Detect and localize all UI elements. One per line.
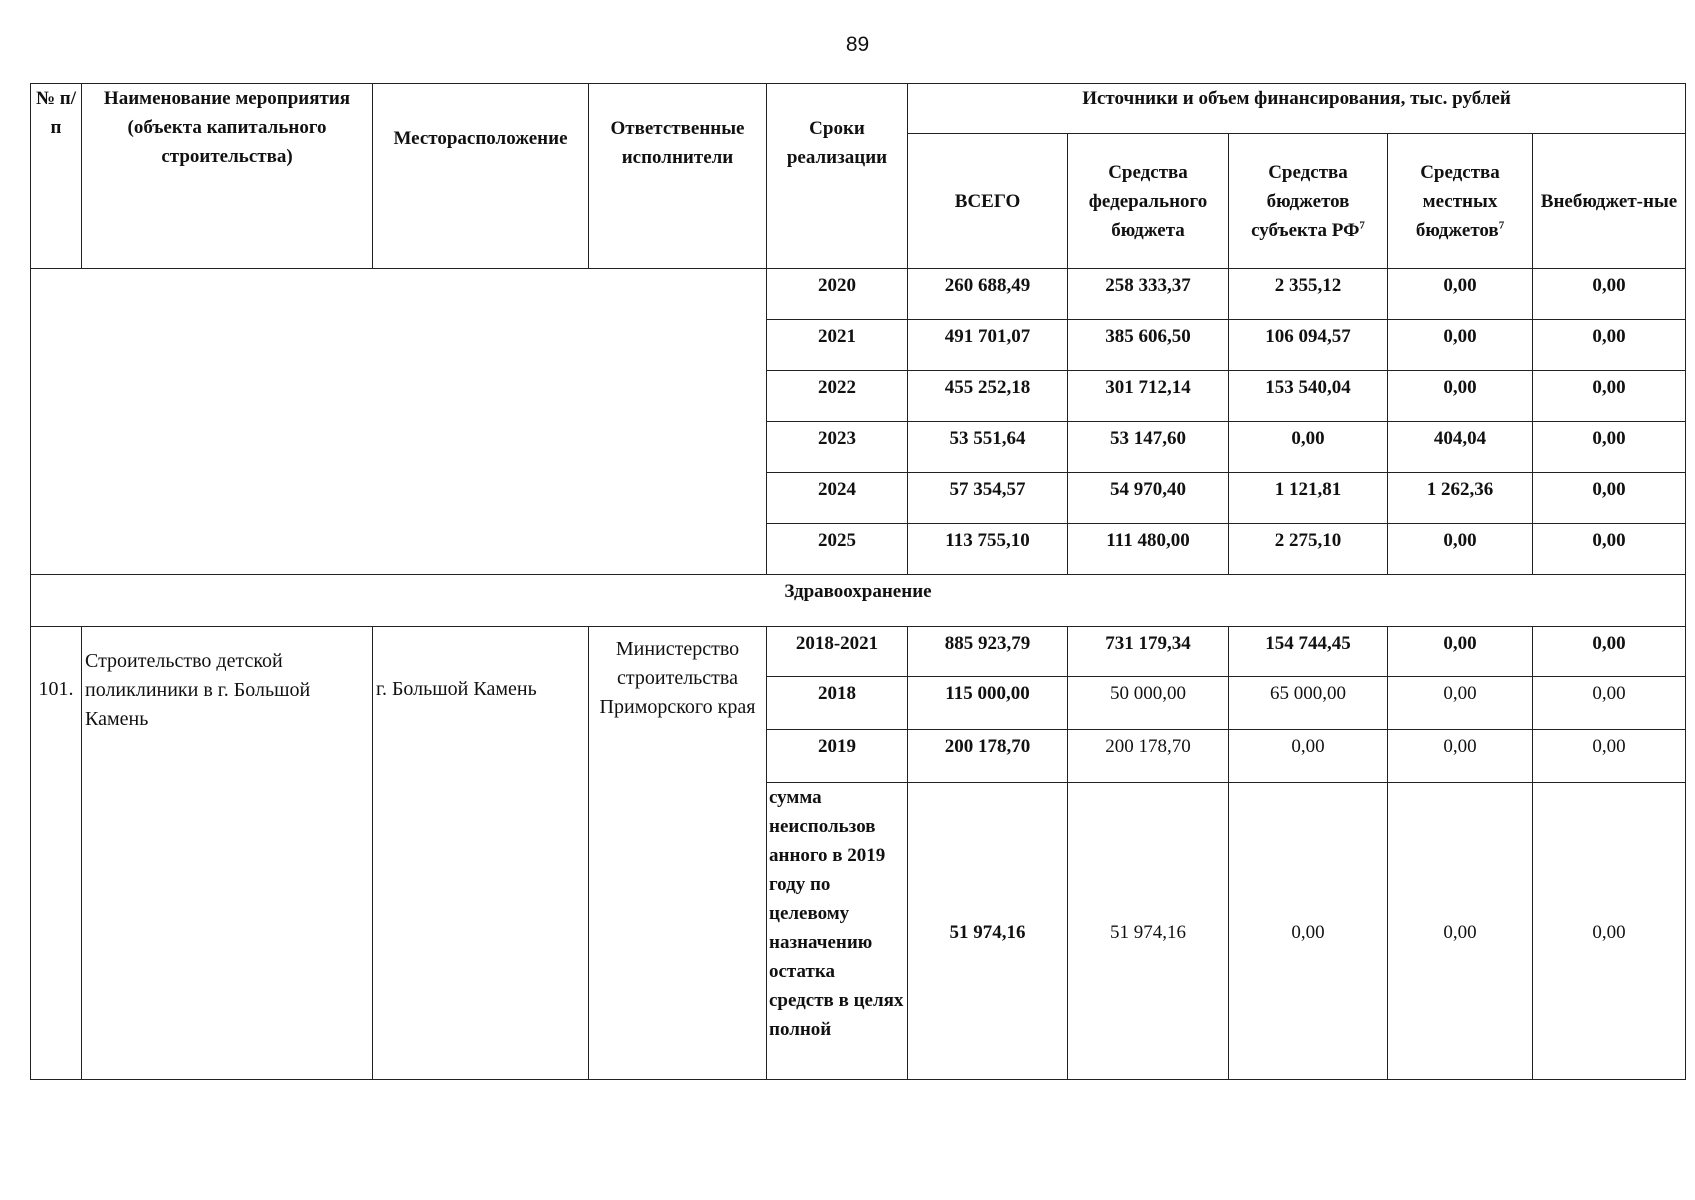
extra-cell: 0,00 [1533, 677, 1686, 730]
federal-cell: 51 974,16 [1068, 783, 1229, 1080]
extra-cell: 0,00 [1533, 422, 1686, 473]
table-row [31, 269, 1686, 320]
year-cell: 2024 [767, 473, 908, 524]
year-cell: 2019 [767, 730, 908, 783]
total-cell: 115 000,00 [908, 677, 1068, 730]
header-regional: Средства бюджетов субъекта $РФ^7$ [1229, 134, 1388, 269]
total-cell: 260 688,49 [908, 269, 1068, 320]
header-location: Месторасположение [373, 84, 589, 269]
section-title: Здравоохранение [31, 575, 1686, 627]
total-cell: 885 923,79 [908, 627, 1068, 677]
local-cell: 1 262,36 [1388, 473, 1533, 524]
federal-cell: 111 480,00 [1068, 524, 1229, 575]
local-cell: 0,00 [1388, 627, 1533, 677]
federal-cell: 200 178,70 [1068, 730, 1229, 783]
federal-cell: 53 147,60 [1068, 422, 1229, 473]
page-number: 89 [845, 33, 870, 56]
total-cell: 455 252,18 [908, 371, 1068, 422]
federal-cell: 301 712,14 [1068, 371, 1229, 422]
header-name: Наименование мероприятия (объекта капитального строительства) [82, 84, 373, 269]
regional-cell: 1 121,81 [1229, 473, 1388, 524]
header-period: Сроки реализации [767, 84, 908, 269]
local-cell: 0,00 [1388, 371, 1533, 422]
year-cell: 2018-2021 [767, 627, 908, 677]
year-cell: 2025 [767, 524, 908, 575]
total-cell: 53 551,64 [908, 422, 1068, 473]
federal-cell: 731 179,34 [1068, 627, 1229, 677]
local-cell: 0,00 [1388, 524, 1533, 575]
header-executors: Ответственные исполнители [589, 84, 767, 269]
regional-cell: 154 744,45 [1229, 627, 1388, 677]
table-row [31, 627, 1686, 677]
total-cell: 200 178,70 [908, 730, 1068, 783]
financing-table [30, 83, 1686, 1080]
blank-cell [31, 269, 767, 575]
local-cell: 0,00 [1388, 677, 1533, 730]
regional-cell: 2 275,10 [1229, 524, 1388, 575]
project-location: г. Большой Камень [373, 627, 589, 1080]
extra-cell: 0,00 [1533, 524, 1686, 575]
federal-cell: 50 000,00 [1068, 677, 1229, 730]
total-cell: 113 755,10 [908, 524, 1068, 575]
extra-cell: 0,00 [1533, 627, 1686, 677]
extra-cell: 0,00 [1533, 371, 1686, 422]
total-cell: 491 701,07 [908, 320, 1068, 371]
regional-cell: 0,00 [1229, 730, 1388, 783]
extra-cell: 0,00 [1533, 269, 1686, 320]
note-cell: сумма неиспользов анного в 2019 году по целевому назначению остатка средств в целях полной [767, 783, 908, 1080]
header-extra: Внебюджет-ные [1533, 134, 1686, 269]
project-name: Строительство детской поликлиники в г. Большой Камень [82, 627, 373, 1080]
total-cell: 57 354,57 [908, 473, 1068, 524]
regional-cell: 0,00 [1229, 783, 1388, 1080]
project-executor: Министерство строительства Приморского края [589, 627, 767, 1080]
regional-cell: 2 355,12 [1229, 269, 1388, 320]
regional-cell: 0,00 [1229, 422, 1388, 473]
header-total: ВСЕГО [908, 134, 1068, 269]
section-row [31, 575, 1686, 627]
extra-cell: 0,00 [1533, 730, 1686, 783]
header-num: № п/п [31, 84, 82, 269]
header-funding: Источники и объем финансирования, тыс. рублей [908, 84, 1686, 134]
year-cell: 2021 [767, 320, 908, 371]
federal-cell: 258 333,37 [1068, 269, 1229, 320]
extra-cell: 0,00 [1533, 320, 1686, 371]
year-cell: 2022 [767, 371, 908, 422]
header-federal: Средства федерального бюджета [1068, 134, 1229, 269]
year-cell: 2018 [767, 677, 908, 730]
total-cell: 51 974,16 [908, 783, 1068, 1080]
federal-cell: 385 606,50 [1068, 320, 1229, 371]
year-cell: 2023 [767, 422, 908, 473]
project-index: 101. [31, 627, 82, 1080]
regional-cell: 65 000,00 [1229, 677, 1388, 730]
year-cell: 2020 [767, 269, 908, 320]
local-cell: 0,00 [1388, 783, 1533, 1080]
extra-cell: 0,00 [1533, 473, 1686, 524]
local-cell: 404,04 [1388, 422, 1533, 473]
regional-cell: 153 540,04 [1229, 371, 1388, 422]
federal-cell: 54 970,40 [1068, 473, 1229, 524]
local-cell: 0,00 [1388, 269, 1533, 320]
header-local: Средства местных бюджетов$^7$ [1388, 134, 1533, 269]
regional-cell: 106 094,57 [1229, 320, 1388, 371]
local-cell: 0,00 [1388, 730, 1533, 783]
local-cell: 0,00 [1388, 320, 1533, 371]
extra-cell: 0,00 [1533, 783, 1686, 1080]
